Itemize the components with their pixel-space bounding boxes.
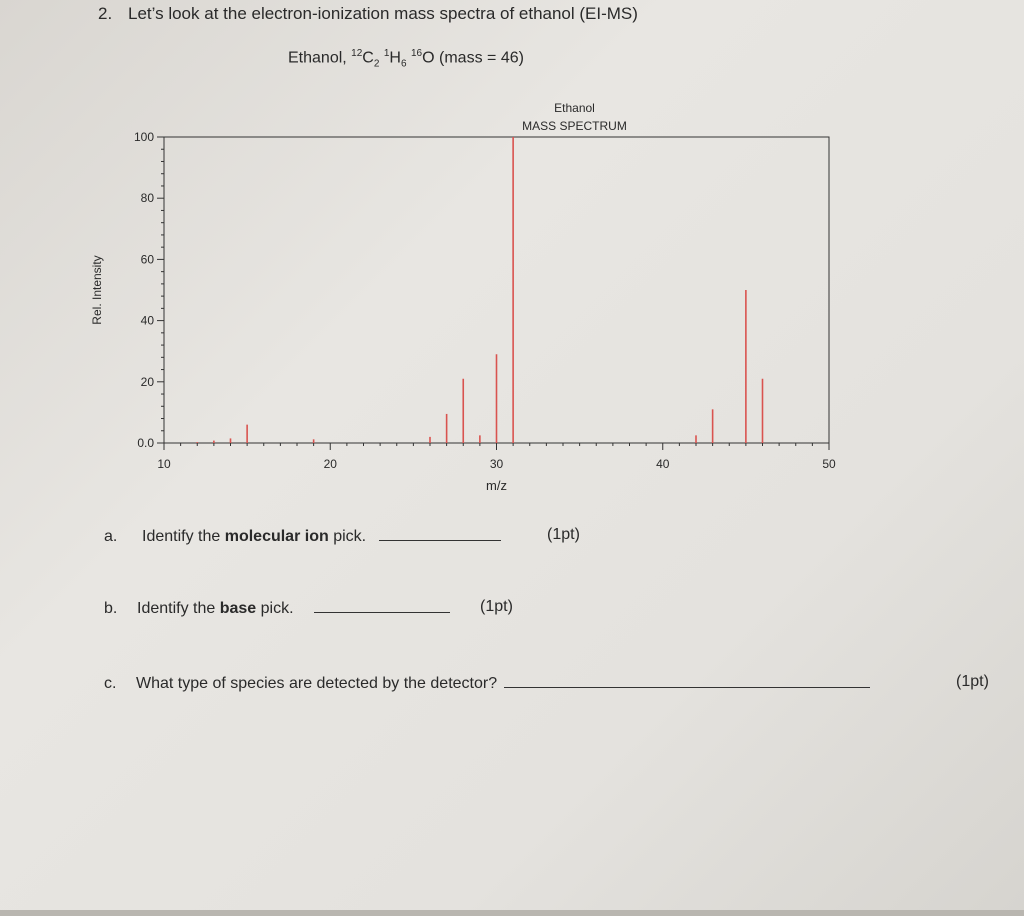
y-tick-label: 60 xyxy=(140,252,154,267)
question-b-letter: b. xyxy=(104,600,118,617)
y-tick-label: 0.0 xyxy=(137,436,154,450)
x-tick-label: 10 xyxy=(157,457,171,471)
answer-blank-b[interactable] xyxy=(314,598,450,613)
question-a-text: Identify the xyxy=(142,528,225,545)
question-c-points: (1pt) xyxy=(956,673,989,690)
y-tick-label: 100 xyxy=(133,130,154,144)
question-c-letter: c. xyxy=(104,675,117,692)
hydrogen-count: 6 xyxy=(400,58,407,70)
chart-title: Ethanol xyxy=(554,101,595,115)
question-a-text-end: pick. xyxy=(328,528,367,545)
question-b-text-end: pick. xyxy=(256,600,294,617)
x-tick-label: 50 xyxy=(822,457,836,471)
question-number: 2. xyxy=(98,4,113,23)
question-c-text: What type of species are detected by the detector? xyxy=(136,675,498,692)
question-a-letter: a. xyxy=(104,528,118,545)
carbon-count: 2 xyxy=(373,58,380,70)
formula-prefix: Ethanol, xyxy=(288,49,352,67)
x-tick-label: 30 xyxy=(489,457,504,471)
y-axis-label: Rel. Intensity xyxy=(90,255,104,325)
question-b xyxy=(104,598,513,618)
chart-subtitle: MASS SPECTRUM xyxy=(522,119,627,133)
x-tick-label: 20 xyxy=(323,457,337,471)
y-tick-label: 40 xyxy=(140,313,154,328)
y-tick-label: 20 xyxy=(140,374,154,389)
oxygen-isotope: 16 xyxy=(411,48,423,59)
x-tick-label: 40 xyxy=(656,457,670,471)
question-title: Let’s look at the electron-ionization mass spectra of ethanol (EI-MS) xyxy=(128,4,638,23)
carbon-symbol: C xyxy=(362,49,374,67)
x-axis-label: m/z xyxy=(486,478,507,493)
paper-bottom-edge xyxy=(0,910,1024,916)
question-a-points: (1pt) xyxy=(547,526,580,543)
carbon-isotope: 12 xyxy=(351,48,363,59)
question-b-bold: base xyxy=(219,600,257,617)
question-b-points: (1pt) xyxy=(480,598,513,615)
hydrogen-symbol: H xyxy=(389,49,401,67)
question-c xyxy=(104,673,989,693)
oxygen-symbol: O xyxy=(422,49,435,67)
answer-blank-c[interactable] xyxy=(504,673,870,688)
spectrum-peaks xyxy=(197,137,762,443)
answer-blank-a[interactable] xyxy=(379,526,501,541)
question-a xyxy=(104,526,580,546)
question-a-bold: molecular ion xyxy=(224,528,329,545)
y-tick-label: 80 xyxy=(140,191,154,206)
axis-ticks xyxy=(134,130,836,471)
question-b-text: Identify the xyxy=(137,600,220,617)
hydrogen-isotope: 1 xyxy=(383,48,390,59)
formula-mass: (mass = 46) xyxy=(434,49,524,67)
